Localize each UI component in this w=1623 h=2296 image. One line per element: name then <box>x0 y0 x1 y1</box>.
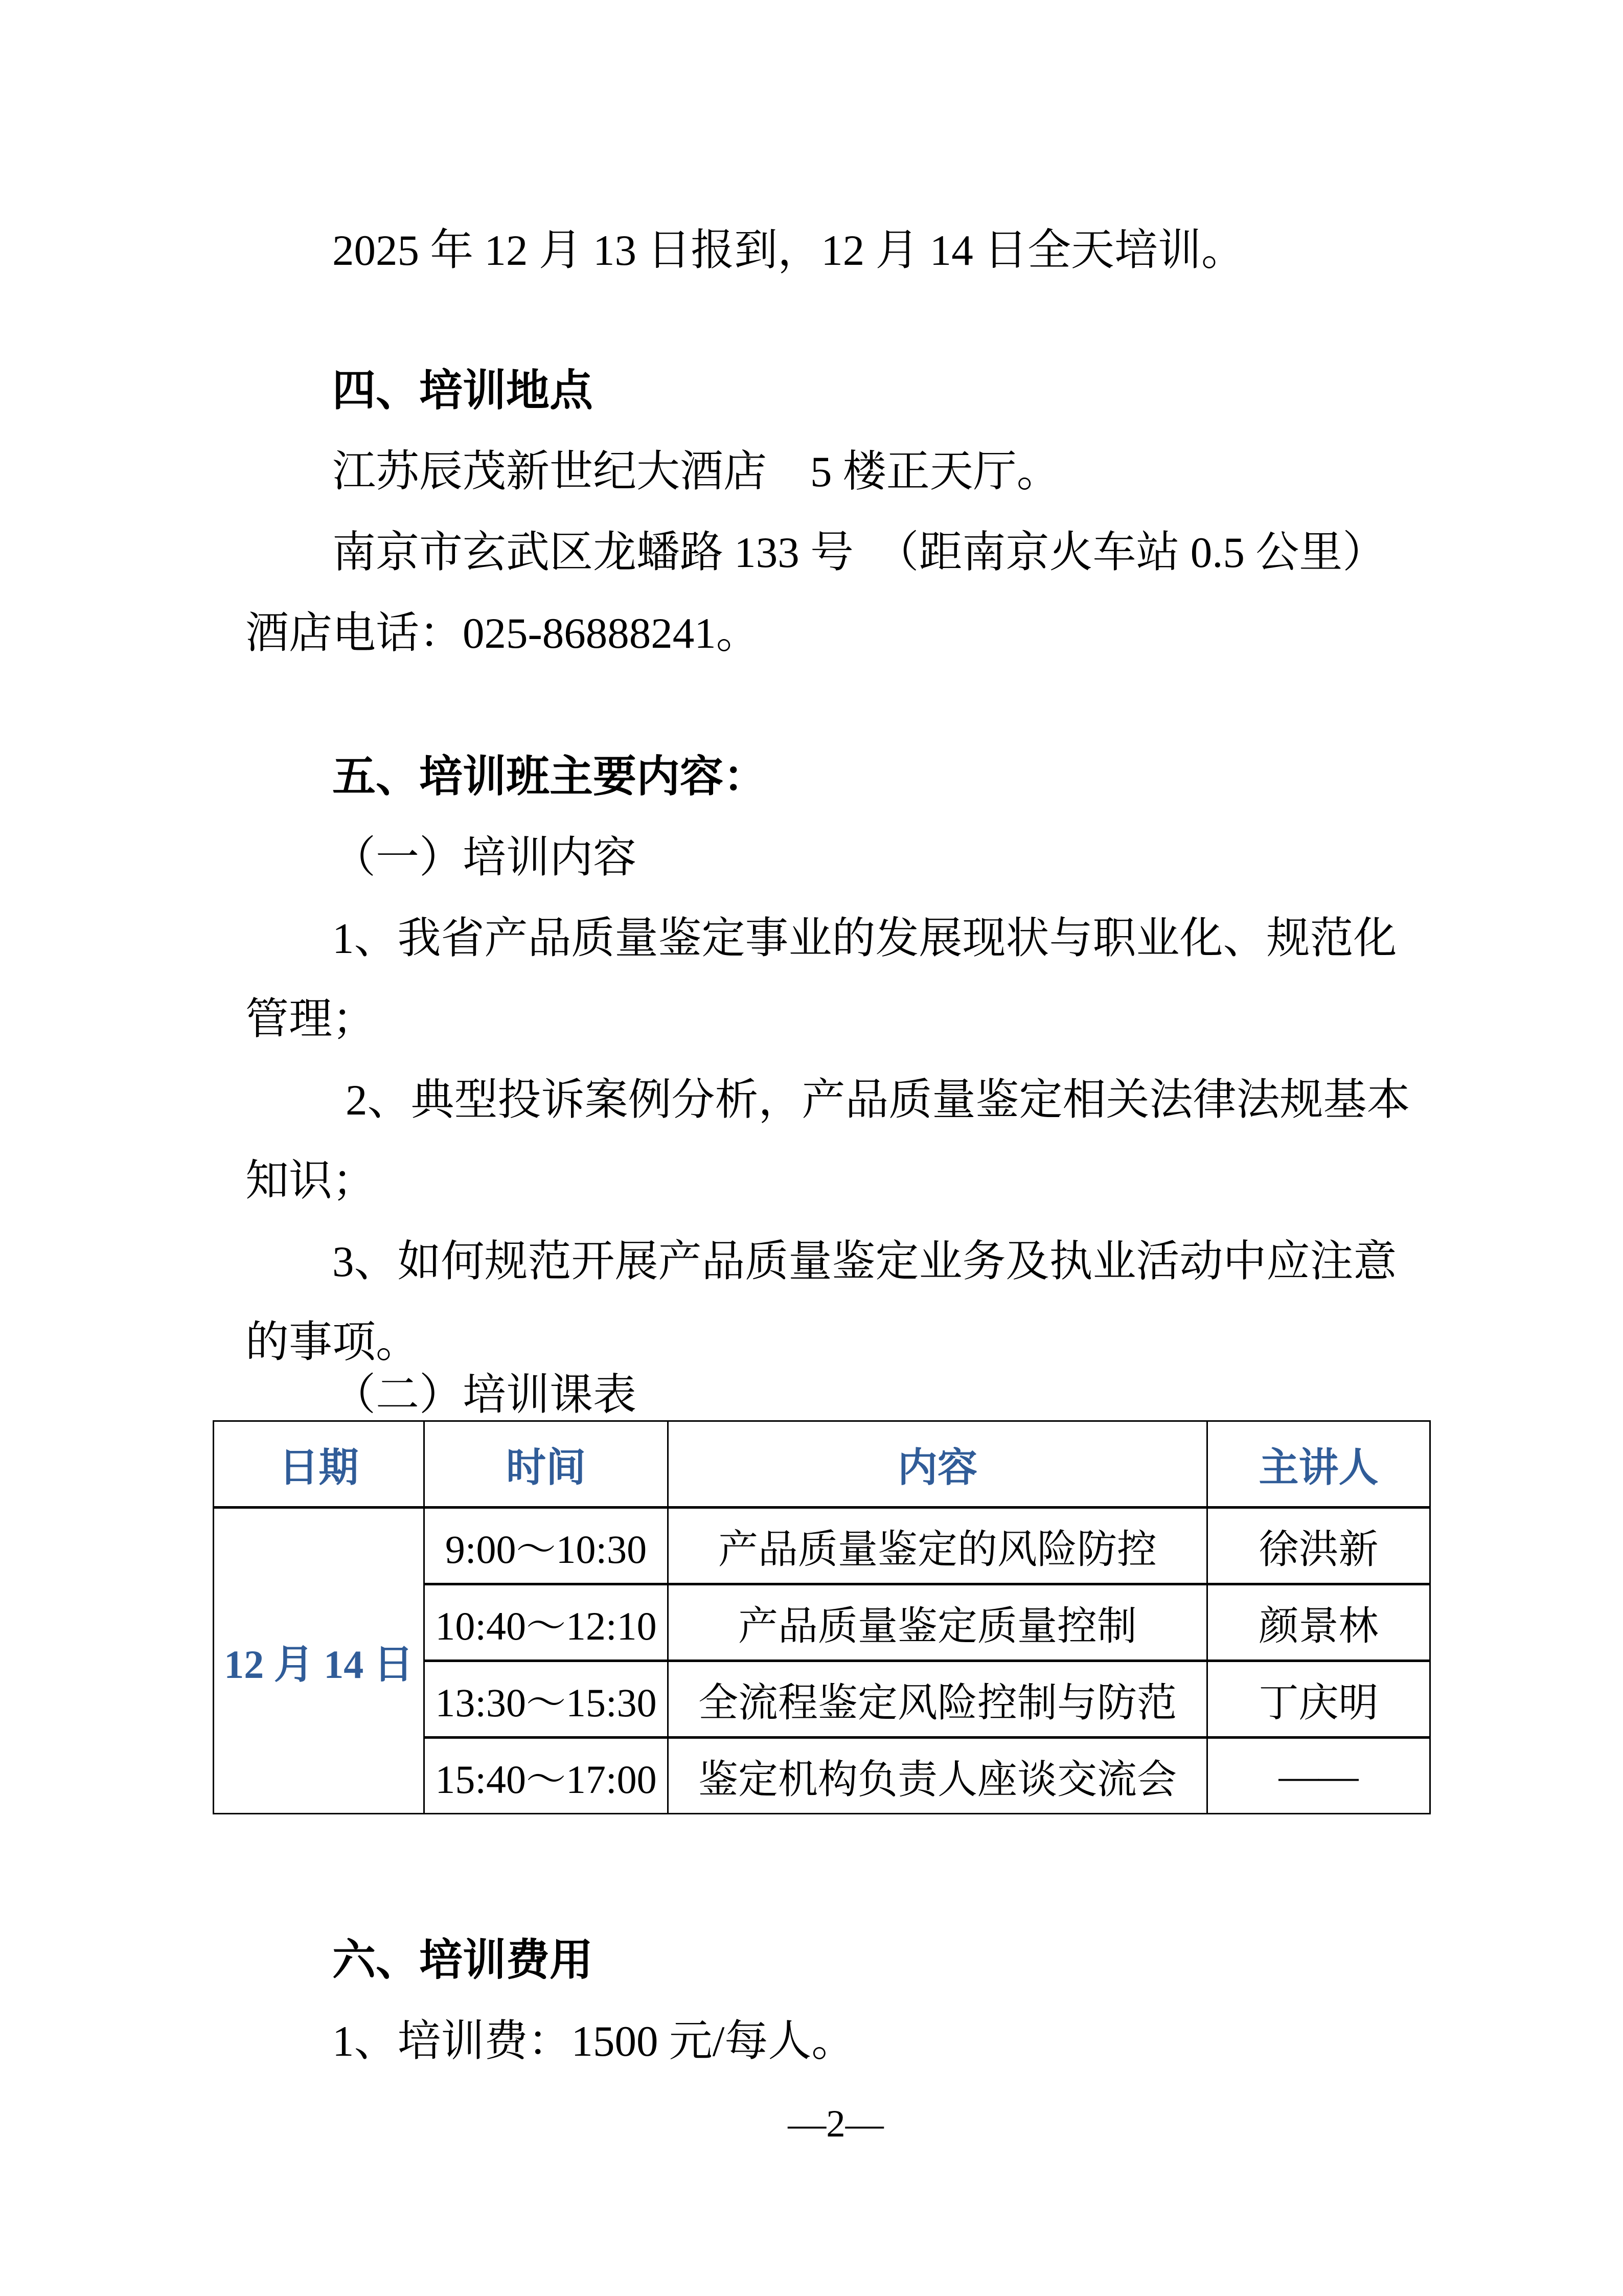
time-cell: 13:30～15:30 <box>424 1661 668 1738</box>
content-cell: 产品质量鉴定质量控制 <box>668 1584 1207 1661</box>
section-5-heading: 五、培训班主要内容： <box>332 753 767 801</box>
content-item-1: 1、我省产品质量鉴定事业的发展现状与职业化、规范化管理； <box>245 915 1397 1043</box>
section-6-heading: 六、培训费用 <box>332 1936 593 1985</box>
content-item-3: 3、如何规范开展产品质量鉴定业务及执业活动中应注意的事项。 <box>245 1238 1397 1367</box>
header-content: 内容 <box>668 1421 1207 1508</box>
speaker-cell: 颜景林 <box>1207 1584 1430 1661</box>
content-item-2: 2、典型投诉案例分析，产品质量鉴定相关法律法规基本知识； <box>245 1076 1410 1205</box>
time-cell: 9:00～10:30 <box>424 1508 668 1584</box>
fee-paragraph: 1、培训费：1500 元/每人。 <box>332 2017 855 2065</box>
venue-paragraph: 江苏辰茂新世纪大酒店 5 楼正天厅。 <box>332 448 1060 496</box>
subsection-1-heading: （一）培训内容 <box>332 834 637 882</box>
date-cell: 12 月 14 日 <box>214 1508 424 1814</box>
schedule-table <box>213 1420 1431 1814</box>
header-speaker: 主讲人 <box>1207 1421 1430 1508</box>
header-time: 时间 <box>424 1421 668 1508</box>
subsection-2-heading: （二）培训课表 <box>332 1371 637 1419</box>
content-cell: 鉴定机构负责人座谈交流会 <box>668 1738 1207 1814</box>
speaker-cell: —— <box>1207 1738 1430 1814</box>
content-cell: 产品质量鉴定的风险防控 <box>668 1508 1207 1584</box>
section-4-heading: 四、培训地点 <box>332 367 593 415</box>
page-number: —2— <box>788 2103 884 2145</box>
time-cell: 10:40～12:10 <box>424 1584 668 1661</box>
time-cell: 15:40～17:00 <box>424 1738 668 1814</box>
intro-paragraph: 2025 年 12 月 13 日报到，12 月 14 日全天培训。 <box>332 226 1245 275</box>
table-row <box>214 1508 1430 1584</box>
speaker-cell: 徐洪新 <box>1207 1508 1430 1584</box>
address-paragraph: 南京市玄武区龙蟠路 133 号 （距南京火车站 0.5 公里） 酒店电话：025-86888241。 <box>245 529 1408 657</box>
content-cell: 全流程鉴定风险控制与防范 <box>668 1661 1207 1738</box>
header-date: 日期 <box>214 1421 424 1508</box>
speaker-cell: 丁庆明 <box>1207 1661 1430 1738</box>
